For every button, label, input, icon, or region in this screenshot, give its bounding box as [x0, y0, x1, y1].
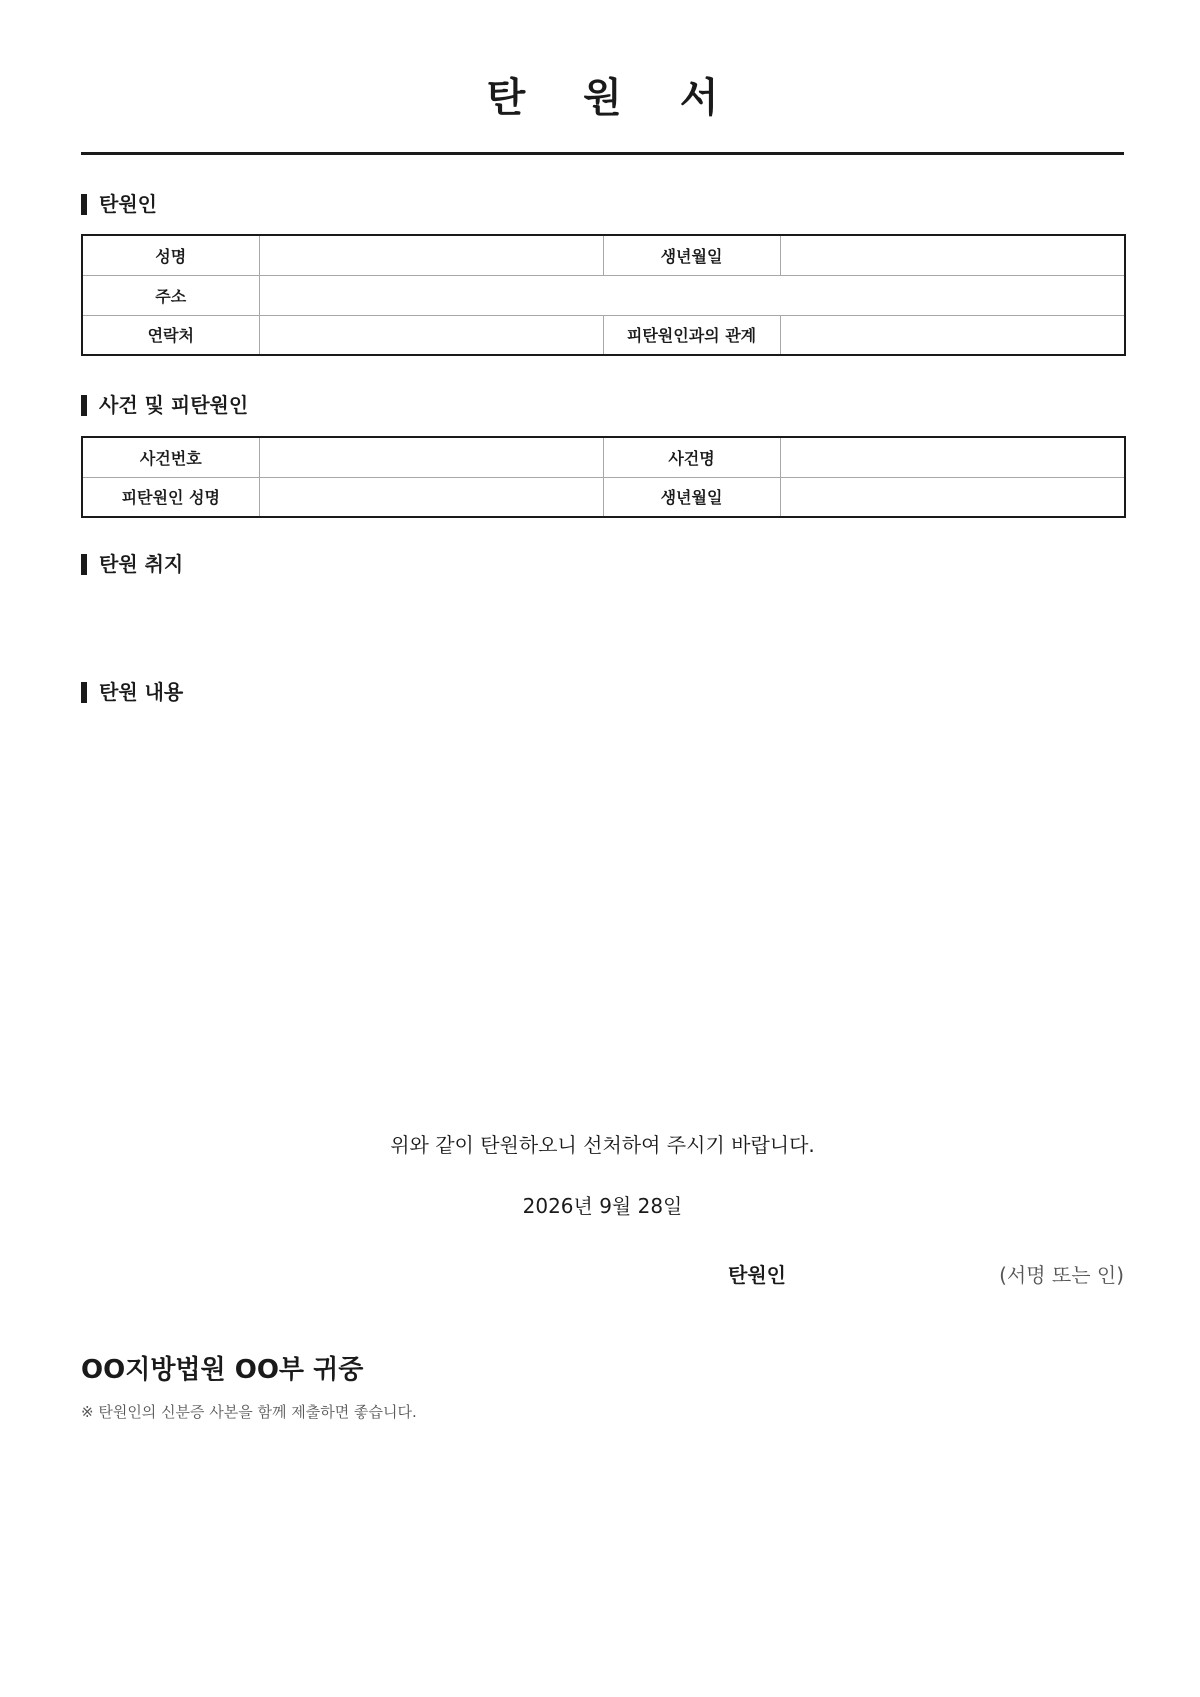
case-number-label: 사건번호	[82, 437, 259, 477]
petitioner-table	[81, 234, 1126, 356]
address-label: 주소	[82, 275, 259, 315]
case-name-label: 사건명	[603, 437, 780, 477]
section-heading-label: 사건 및 피탄원인	[99, 393, 249, 417]
address-field[interactable]	[259, 275, 1125, 315]
table-row	[82, 235, 1125, 275]
section-heading-label: 탄원인	[99, 192, 157, 216]
section-bar-icon	[81, 682, 87, 703]
section-bar-icon	[81, 194, 87, 215]
section-heading-content	[81, 680, 183, 704]
closing-date: 2026년 9월 28일	[522, 1194, 683, 1218]
section-heading-label: 탄원 내용	[99, 680, 184, 704]
defendant-name-label: 피탄원인 성명	[82, 477, 259, 517]
relationship-label: 피탄원인과의 관계	[603, 315, 780, 355]
case-name-field[interactable]	[780, 437, 1125, 477]
section-heading-purpose	[81, 552, 183, 576]
table-row	[82, 315, 1125, 355]
relationship-field[interactable]	[780, 315, 1125, 355]
document-title: 탄 원 서	[486, 75, 741, 121]
section-bar-icon	[81, 395, 87, 416]
case-table	[81, 436, 1126, 518]
section-bar-icon	[81, 554, 87, 575]
closing-statement: 위와 같이 탄원하오니 선처하여 주시기 바랍니다.	[390, 1133, 815, 1157]
defendant-name-field[interactable]	[259, 477, 603, 517]
name-label: 성명	[82, 235, 259, 275]
signer-label: 탄원인	[728, 1263, 786, 1287]
contact-field[interactable]	[259, 315, 603, 355]
birthdate-label: 생년월일	[603, 235, 780, 275]
table-row	[82, 477, 1125, 517]
contact-label: 연락처	[82, 315, 259, 355]
case-number-field[interactable]	[259, 437, 603, 477]
title-divider	[81, 152, 1124, 155]
table-row	[82, 437, 1125, 477]
signature-mark: (서명 또는 인)	[999, 1263, 1124, 1287]
section-heading-case	[81, 393, 248, 417]
court-addressee: OO지방법원 OO부 귀중	[81, 1355, 364, 1385]
defendant-birthdate-label: 생년월일	[603, 477, 780, 517]
name-field[interactable]	[259, 235, 603, 275]
defendant-birthdate-field[interactable]	[780, 477, 1125, 517]
section-heading-label: 탄원 취지	[99, 552, 184, 576]
petition-document	[81, 0, 1124, 1697]
footnote: ※ 탄원인의 신분증 사본을 함께 제출하면 좋습니다.	[81, 1403, 417, 1421]
section-heading-petitioner	[81, 192, 157, 216]
table-row	[82, 275, 1125, 315]
birthdate-field[interactable]	[780, 235, 1125, 275]
